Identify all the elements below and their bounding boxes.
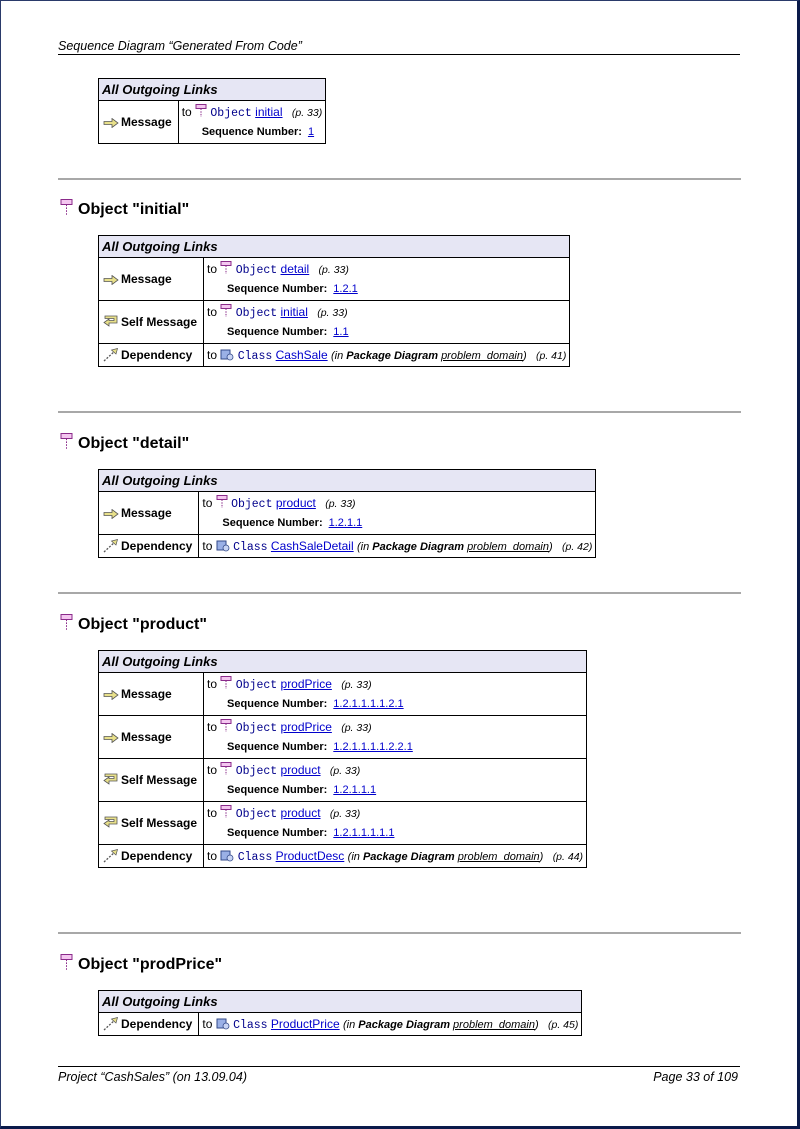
table-header: All Outgoing Links [99, 470, 596, 492]
link-target-cell: to Class ProductPrice (in Package Diagram problem_domain) (p. 45) [199, 1013, 582, 1036]
outgoing-links-table [98, 78, 326, 144]
object-icon [60, 199, 73, 216]
link-target-cell: to Object initial (p. 33) Sequence Number: 1 [178, 101, 326, 144]
table-header: All Outgoing Links [99, 991, 582, 1013]
link-target-cell: to Class ProductDesc (in Package Diagram problem_domain) (p. 44) [204, 845, 587, 868]
message-arrow-icon [103, 118, 119, 128]
link-kind-cell: Self Message [99, 802, 204, 845]
package-link[interactable]: problem_domain [467, 541, 549, 553]
outgoing-links-table [98, 990, 582, 1036]
object-icon [216, 495, 228, 509]
package-link[interactable]: problem_domain [441, 350, 523, 362]
object-icon [220, 676, 232, 690]
target-link[interactable]: ProductDesc [275, 849, 345, 863]
section-heading-detail: Object "detail" [60, 433, 189, 453]
section-divider [58, 592, 741, 594]
target-link[interactable]: CashSale [275, 348, 328, 362]
table-row [99, 845, 587, 868]
class-icon [216, 540, 230, 552]
link-target-cell: to Object product (p. 33) Sequence Number: 1.2.1.1 [199, 492, 596, 535]
link-target-cell: to Object product (p. 33) Sequence Number: 1.2.1.1.1.1.1 [204, 802, 587, 845]
target-link[interactable]: prodPrice [280, 677, 332, 691]
dependency-arrow-icon [103, 849, 119, 863]
link-target-cell: to Object detail (p. 33) Sequence Number: 1.2.1 [204, 258, 570, 301]
section-heading-prodprice: Object "prodPrice" [60, 954, 222, 974]
link-kind-cell: Message [99, 258, 204, 301]
target-link[interactable]: detail [280, 262, 310, 276]
table-row [99, 1013, 582, 1036]
page-footer [58, 1066, 740, 1084]
link-target-cell: to Object prodPrice (p. 33) Sequence Number: 1.2.1.1.1.1.2.1 [204, 673, 587, 716]
sequence-number-link[interactable]: 1.2.1.1.1.1.1 [333, 827, 395, 839]
object-icon [60, 954, 73, 971]
link-kind-cell: Self Message [99, 301, 204, 344]
object-icon [195, 104, 207, 118]
message-arrow-icon [103, 509, 119, 519]
table-row [99, 101, 326, 144]
target-link[interactable]: initial [255, 105, 283, 119]
section-heading-product: Object "product" [60, 614, 207, 634]
message-arrow-icon [103, 733, 119, 743]
sequence-number-link[interactable]: 1 [307, 126, 315, 138]
link-kind-cell: Dependency [99, 344, 204, 367]
target-link[interactable]: ProductPrice [270, 1017, 340, 1031]
link-kind-cell: Message [99, 492, 199, 535]
table-row [99, 258, 570, 301]
target-link[interactable]: prodPrice [280, 720, 332, 734]
table-header: All Outgoing Links [99, 651, 587, 673]
link-target-cell: to Object product (p. 33) Sequence Number: 1.2.1.1.1 [204, 759, 587, 802]
class-icon [216, 1018, 230, 1030]
table-header: All Outgoing Links [99, 236, 570, 258]
sequence-number-link[interactable]: 1.2.1.1.1.1.2.1 [333, 698, 404, 710]
section-divider [58, 411, 741, 413]
sequence-number-link[interactable]: 1.2.1.1.1.1.2.2.1 [333, 741, 413, 753]
dependency-arrow-icon [103, 348, 119, 362]
object-icon [220, 304, 232, 318]
link-target-cell: to Object prodPrice (p. 33) Sequence Number: 1.2.1.1.1.1.2.2.1 [204, 716, 587, 759]
target-link[interactable]: CashSaleDetail [270, 539, 354, 553]
table-header: All Outgoing Links [99, 79, 326, 101]
class-icon [220, 850, 234, 862]
target-link[interactable]: product [275, 496, 316, 510]
sequence-number-link[interactable]: 1.2.1.1 [328, 517, 363, 529]
link-kind-cell: Dependency [99, 845, 204, 868]
table-row [99, 673, 587, 716]
footer-page-number: Page 33 of 109 [653, 1070, 738, 1084]
link-target-cell: to Class CashSaleDetail (in Package Diagram problem_domain) (p. 42) [199, 535, 596, 558]
section-divider [58, 178, 741, 180]
table-row [99, 802, 587, 845]
link-kind-cell: Message [99, 673, 204, 716]
section-heading-initial: Object "initial" [60, 199, 189, 219]
section-divider [58, 932, 741, 934]
dependency-arrow-icon [103, 1017, 119, 1031]
link-kind-cell: Self Message [99, 759, 204, 802]
outgoing-links-table [98, 650, 587, 868]
sequence-number-link[interactable]: 1.2.1.1.1 [333, 784, 377, 796]
footer-project: Project “CashSales” (on 13.09.04) [58, 1070, 247, 1084]
link-kind-cell: Message [99, 716, 204, 759]
self-message-icon [103, 816, 119, 830]
object-icon [220, 805, 232, 819]
object-icon [60, 433, 73, 450]
sequence-number-link[interactable]: 1.1 [333, 326, 349, 338]
object-icon [220, 719, 232, 733]
dependency-arrow-icon [103, 539, 119, 553]
link-kind-cell: Dependency [99, 1013, 199, 1036]
target-link[interactable]: product [280, 806, 321, 820]
table-row [99, 716, 587, 759]
class-icon [220, 349, 234, 361]
outgoing-links-table [98, 469, 596, 558]
table-row [99, 535, 596, 558]
table-row [99, 344, 570, 367]
message-arrow-icon [103, 275, 119, 285]
table-row [99, 759, 587, 802]
package-link[interactable]: problem_domain [457, 851, 540, 863]
self-message-icon [103, 315, 119, 329]
package-link[interactable]: problem_domain [453, 1019, 535, 1031]
link-kind-cell: Message [99, 101, 179, 144]
table-row [99, 301, 570, 344]
page-header [58, 39, 740, 55]
table-row [99, 492, 596, 535]
sequence-number-link[interactable]: 1.2.1 [333, 283, 358, 295]
header-title: Sequence Diagram “Generated From Code” [58, 39, 302, 53]
target-link[interactable]: product [280, 763, 321, 777]
target-link[interactable]: initial [280, 305, 308, 319]
self-message-icon [103, 773, 119, 787]
outgoing-links-table [98, 235, 570, 367]
object-icon [220, 261, 232, 275]
link-kind-cell: Dependency [99, 535, 199, 558]
link-target-cell: to Object initial (p. 33) Sequence Number: 1.1 [204, 301, 570, 344]
message-arrow-icon [103, 690, 119, 700]
link-target-cell: to Class CashSale (in Package Diagram problem_domain) (p. 41) [204, 344, 570, 367]
object-icon [220, 762, 232, 776]
object-icon [60, 614, 73, 631]
